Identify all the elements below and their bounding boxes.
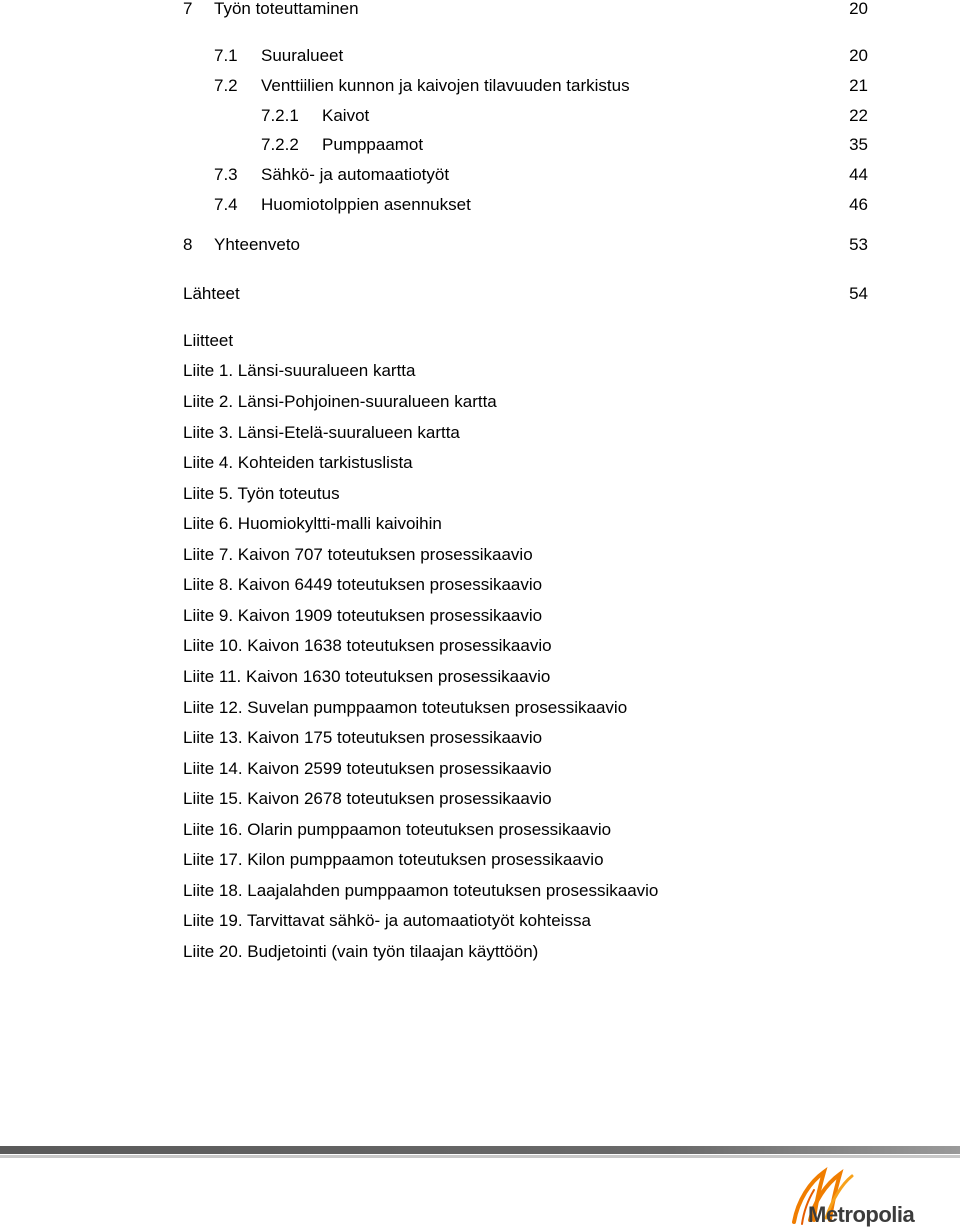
- metropolia-logo-text: Metropolia: [808, 1202, 915, 1227]
- appendix-label: Liite 13. Kaivon 175 toteutuksen prosessikaavio: [183, 728, 543, 747]
- toc-number: 7: [183, 0, 193, 18]
- appendix-item: [0, 666, 960, 688]
- appendix-label: Liite 3. Länsi-Etelä-suuralueen kartta: [183, 423, 460, 442]
- appendix-item: [0, 727, 960, 749]
- appendix-label: Liite 14. Kaivon 2599 toteutuksen prosessikaavio: [183, 759, 552, 778]
- toc-row-7-2: [0, 75, 960, 97]
- appendix-item: [0, 635, 960, 657]
- appendix-item: [0, 849, 960, 871]
- toc-title: Huomiotolppien asennukset: [261, 195, 471, 214]
- appendix-label: Liite 7. Kaivon 707 toteutuksen prosessikaavio: [183, 545, 533, 564]
- appendix-label: Liite 9. Kaivon 1909 toteutuksen prosessikaavio: [183, 606, 543, 625]
- appendix-label: Liite 2. Länsi-Pohjoinen-suuralueen kartta: [183, 392, 497, 411]
- toc-page: 20: [849, 46, 868, 65]
- toc-page: 46: [849, 195, 868, 214]
- footer-bar: [0, 1146, 960, 1154]
- footer-divider: [0, 1155, 960, 1158]
- toc-number: 7.3: [214, 165, 238, 184]
- appendix-item: [0, 697, 960, 719]
- toc-page: 35: [849, 135, 868, 154]
- toc-row-7-4: [0, 194, 960, 216]
- toc-row-7-3: [0, 164, 960, 186]
- toc-number: 8: [183, 235, 193, 254]
- appendix-label: Liite 12. Suvelan pumppaamon toteutuksen prosessikaavio: [183, 698, 628, 717]
- toc-page: 22: [849, 106, 868, 125]
- toc-page: 44: [849, 165, 868, 184]
- appendix-item: [0, 422, 960, 444]
- toc-number: 7.1: [214, 46, 238, 65]
- appendix-item: [0, 941, 960, 963]
- toc-title: Lähteet: [183, 284, 240, 303]
- toc-page: 54: [849, 284, 868, 303]
- appendix-item: [0, 788, 960, 810]
- toc-number: 7.4: [214, 195, 238, 214]
- toc-row-7: [0, 0, 960, 20]
- appendix-item: [0, 360, 960, 382]
- appendix-item: [0, 819, 960, 841]
- toc-number: 7.2.1: [261, 106, 299, 125]
- toc-row-8: [0, 234, 960, 256]
- appendix-label: Liite 19. Tarvittavat sähkö- ja automaatiotyöt kohteissa: [183, 911, 591, 930]
- appendix-label: Liite 15. Kaivon 2678 toteutuksen prosessikaavio: [183, 789, 552, 808]
- toc-row-7-1: [0, 45, 960, 67]
- appendix-label: Liite 17. Kilon pumppaamon toteutuksen prosessikaavio: [183, 850, 604, 869]
- appendices-heading: [0, 330, 960, 352]
- toc-title: Sähkö- ja automaatiotyöt: [261, 165, 450, 184]
- appendix-item: [0, 758, 960, 780]
- toc-row-7-2-2: [0, 134, 960, 156]
- appendix-item: [0, 452, 960, 474]
- appendix-label: Liite 1. Länsi-suuralueen kartta: [183, 361, 416, 380]
- toc-page: 21: [849, 76, 868, 95]
- appendix-item: [0, 910, 960, 932]
- appendix-item: [0, 483, 960, 505]
- appendix-label: Liite 5. Työn toteutus: [183, 484, 340, 503]
- appendix-item: [0, 391, 960, 413]
- appendix-label: Liite 10. Kaivon 1638 toteutuksen prosessikaavio: [183, 636, 552, 655]
- toc-page: 53: [849, 235, 868, 254]
- toc-title: Työn toteuttaminen: [214, 0, 359, 18]
- toc-title: Pumppaamot: [322, 135, 424, 154]
- appendix-label: Liite 18. Laajalahden pumppaamon toteutuksen prosessikaavio: [183, 881, 659, 900]
- toc-page: 20: [849, 0, 868, 18]
- appendix-label: Liite 16. Olarin pumppaamon toteutuksen prosessikaavio: [183, 820, 612, 839]
- toc-number: 7.2.2: [261, 135, 299, 154]
- appendices-heading-text: Liitteet: [183, 331, 234, 350]
- toc-title: Venttiilien kunnon ja kaivojen tilavuuden tarkistus: [261, 76, 630, 95]
- toc-number: 7.2: [214, 76, 238, 95]
- appendix-label: Liite 6. Huomiokyltti-malli kaivoihin: [183, 514, 442, 533]
- toc-title: Suuralueet: [261, 46, 344, 65]
- appendix-item: [0, 513, 960, 535]
- toc-row-lahteet: [0, 283, 960, 305]
- toc-title: Kaivot: [322, 106, 370, 125]
- toc-row-7-2-1: [0, 105, 960, 127]
- appendix-label: Liite 8. Kaivon 6449 toteutuksen prosessikaavio: [183, 575, 543, 594]
- toc-title: Yhteenveto: [214, 235, 301, 254]
- appendix-label: Liite 4. Kohteiden tarkistuslista: [183, 453, 413, 472]
- appendix-item: [0, 605, 960, 627]
- appendix-label: Liite 11. Kaivon 1630 toteutuksen prosessikaavio: [183, 667, 551, 686]
- appendix-item: [0, 574, 960, 596]
- appendix-item: [0, 544, 960, 566]
- appendix-item: [0, 880, 960, 902]
- appendix-label: Liite 20. Budjetointi (vain työn tilaajan käyttöön): [183, 942, 539, 961]
